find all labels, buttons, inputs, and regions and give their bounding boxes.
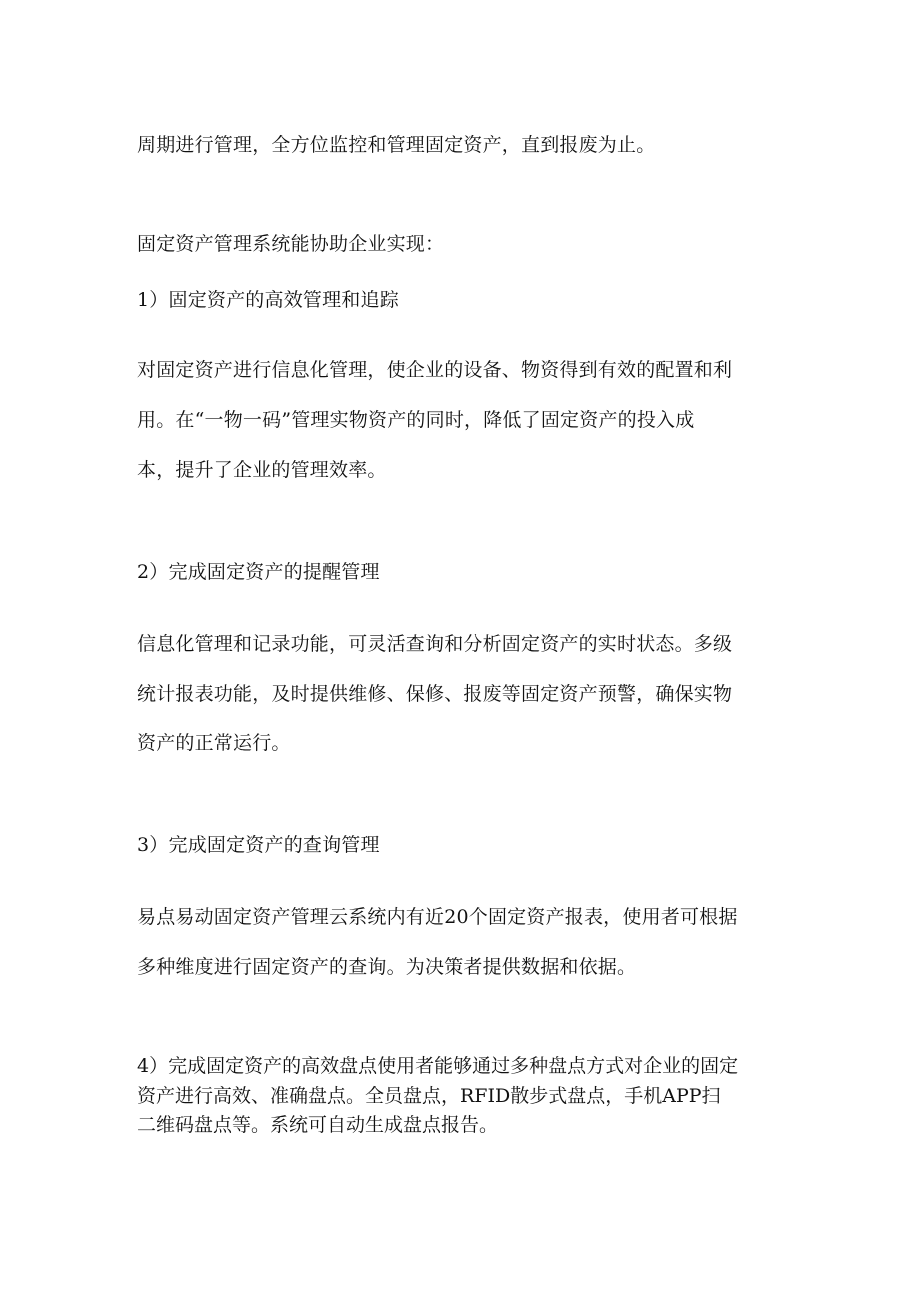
paragraph-line: 周期进行管理，全方位监控和管理固定资产，直到报废为止。 [137,134,656,156]
paragraph-line: 本，提升了企业的管理效率。 [137,459,387,481]
paragraph-line: 固定资产管理系统能协助企业实现： [137,233,445,255]
section-heading: 3）完成固定资产的查询管理 [137,834,380,856]
paragraph-line: 多种维度进行固定资产的查询。为决策者提供数据和依据。 [137,956,637,978]
paragraph-line: 资产进行高效、准确盘点。全员盘点，RFID散步式盘点，手机APP扫 [137,1085,721,1107]
paragraph-line: 对固定资产进行信息化管理，使企业的设备、物资得到有效的配置和利 [137,359,733,381]
section-heading: 1）固定资产的高效管理和追踪 [137,289,399,311]
paragraph-line: 信息化管理和记录功能，可灵活查询和分析固定资产的实时状态。多级 [137,633,733,655]
paragraph-line: 易点易动固定资产管理云系统内有近20个固定资产报表，使用者可根据 [137,906,738,928]
paragraph-line: 二维码盘点等。系统可自动生成盘点报告。 [137,1114,499,1136]
section-heading: 2）完成固定资产的提醒管理 [137,561,380,583]
paragraph-line: 4）完成固定资产的高效盘点使用者能够通过多种盘点方式对企业的固定 [137,1055,739,1077]
paragraph-line: 统计报表功能，及时提供维修、保修、报废等固定资产预警，确保实物 [137,683,733,705]
paragraph-line: 用。在“一物一码”管理实物资产的同时，降低了固定资产的投入成 [137,409,695,431]
paragraph-line: 资产的正常运行。 [137,732,291,754]
